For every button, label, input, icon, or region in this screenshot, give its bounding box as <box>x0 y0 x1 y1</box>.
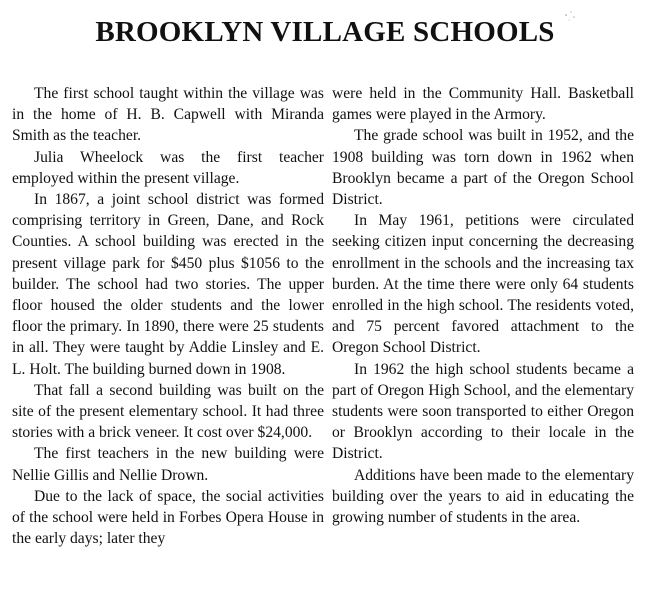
paragraph: In 1867, a joint school district was formed comprising territory in Green, Dane, and Rock Counties. A school building was erected in the present village park for $450 plus $1056 to the builder. The school had two stories. The upper floor housed the older students and the lower floor the primary. In 1890, there were 25 students in all. They were taught by Addie Linsley and E. L. Holt. The building burned down in 1908. <box>12 191 324 378</box>
paragraph: That fall a second building was built on the site of the present elementary school. It had three stories with a brick veneer. It cost over $24,000. <box>12 381 324 442</box>
paragraph: Additions have been made to the elementary building over the years to aid in educating the growing number of students in the area. <box>332 466 634 527</box>
paragraph: The first teachers in the new building were Nellie Gillis and Nellie Drown. <box>12 445 324 484</box>
paragraph: In 1962 the high school students became a part of Oregon High School, and the elementary students were soon transported to either Oregon or Brooklyn according to their locale in the District. <box>332 360 634 463</box>
left-column <box>12 83 324 549</box>
paragraph: The grade school was built in 1952, and the 1908 building was torn down in 1962 when Brooklyn became a part of the Oregon School District. <box>332 127 634 209</box>
paragraph-continuation: were held in the Community Hall. Basketball games were played in the Armory. <box>332 85 634 124</box>
scan-speck-mark <box>560 8 580 28</box>
right-column <box>332 83 634 528</box>
paragraph: Due to the lack of space, the social activities of the school were held in Forbes Opera House in the early days; later they <box>12 487 324 548</box>
paragraph: The first school taught within the village was in the home of H. B. Capwell with Miranda Smith as the teacher. <box>12 85 324 145</box>
page-title: BROOKLYN VILLAGE SCHOOLS <box>95 16 555 48</box>
paragraph: Julia Wheelock was the first teacher employed within the present village. <box>12 148 324 187</box>
paragraph: In May 1961, petitions were circulated seeking citizen input concerning the decreasing enrollment in the schools and the increasing tax burden. At the time there were only 64 students enrolled in the high school. The residents voted, and 75 percent favored attachment to the Oregon School District. <box>332 212 634 357</box>
